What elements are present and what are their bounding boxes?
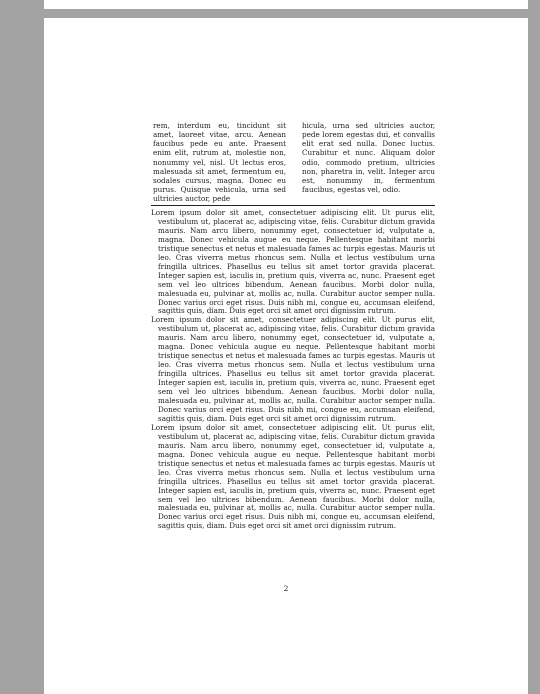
- page-number: 2: [283, 584, 289, 593]
- left-column-text: rem, interdum eu, tincidunt sit amet, laoreet vitae, arcu. Aenean faucibus pede eu ante. Praesent enim elit, rutrum at, molestie non, nonummy vel, nisl. Ut lectus eros, malesuada sit amet, fermentum eu, sodales cursus, magna. Donec eu purus. Quisque vehicula, urna sed ultricies auctor, pede: [153, 121, 286, 204]
- paragraph: Lorem ipsum dolor sit amet, consectetuer adipiscing elit. Ut purus elit, vestibulum ut, placerat ac, adipiscing vitae, felis. Curabitur dictum gravida mauris. Nam arcu libero, nonummy eget, consectetuer id, vulputate a, magna. Donec vehicula augue eu neque. Pellentesque habitant morbi tristique senectus et netus et malesuada fames ac turpis egestas. Mauris ut leo. Cras viverra metus rhoncus sem. Nulla et lectus vestibulum urna fringilla ultrices. Phasellus eu tellus sit amet tortor gravida placerat. Integer sapien est, iaculis in, pretium quis, viverra ac, nunc. Praesent eget sem vel leo ultrices bibendum. Aenean faucibus. Morbi dolor nulla, malesuada eu, pulvinar at, mollis ac, nulla. Curabitur auctor semper nulla. Donec varius orci eget risus. Duis nibh mi, congue eu, accumsan eleifend, sagittis quis, diam. Duis eget orci sit amet orci dignissim rutrum.: [151, 315, 435, 423]
- right-column-text: hicula, urna sed ultricies auctor, pede lorem egestas dui, et convallis elit erat sed nulla. Donec luctus. Curabitur et nunc. Aliquam dolor odio, commodo pretium, ultricies non, pharetra in, velit. Integer arcu est, nonummy in, fermentum faucibus, egestas vel, odio.: [302, 121, 435, 195]
- full-width-section: [151, 209, 435, 531]
- previous-page-edge: [44, 0, 528, 9]
- paragraph: Lorem ipsum dolor sit amet, consectetuer adipiscing elit. Ut purus elit, vestibulum ut, placerat ac, adipiscing vitae, felis. Curabitur dictum gravida mauris. Nam arcu libero, nonummy eget, consectetuer id, vulputate a, magna. Donec vehicula augue eu neque. Pellentesque habitant morbi tristique senectus et netus et malesuada fames ac turpis egestas. Mauris ut leo. Cras viverra metus rhoncus sem. Nulla et lectus vestibulum urna fringilla ultrices. Phasellus eu tellus sit amet tortor gravida placerat. Integer sapien est, iaculis in, pretium quis, viverra ac, nunc. Praesent eget sem vel leo ultrices bibendum. Aenean faucibus. Morbi dolor nulla, malesuada eu, pulvinar at, mollis ac, nulla. Curabitur auctor semper nulla. Donec varius orci eget risus. Duis nibh mi, congue eu, accumsan eleifend, sagittis quis, diam. Duis eget orci sit amet orci dignissim rutrum.: [151, 208, 435, 316]
- two-column-section: [153, 121, 435, 203]
- paragraph: Lorem ipsum dolor sit amet, consectetuer adipiscing elit. Ut purus elit, vestibulum ut, placerat ac, adipiscing vitae, felis. Curabitur dictum gravida mauris. Nam arcu libero, nonummy eget, consectetuer id, vulputate a, magna. Donec vehicula augue eu neque. Pellentesque habitant morbi tristique senectus et netus et malesuada fames ac turpis egestas. Mauris ut leo. Cras viverra metus rhoncus sem. Nulla et lectus vestibulum urna fringilla ultrices. Phasellus eu tellus sit amet tortor gravida placerat. Integer sapien est, iaculis in, pretium quis, viverra ac, nunc. Praesent eget sem vel leo ultrices bibendum. Aenean faucibus. Morbi dolor nulla, malesuada eu, pulvinar at, mollis ac, nulla. Curabitur auctor semper nulla. Donec varius orci eget risus. Duis nibh mi, congue eu, accumsan eleifend, sagittis quis, diam. Duis eget orci sit amet orci dignissim rutrum.: [151, 422, 435, 531]
- page: [44, 18, 528, 694]
- horizontal-rule: [151, 205, 435, 206]
